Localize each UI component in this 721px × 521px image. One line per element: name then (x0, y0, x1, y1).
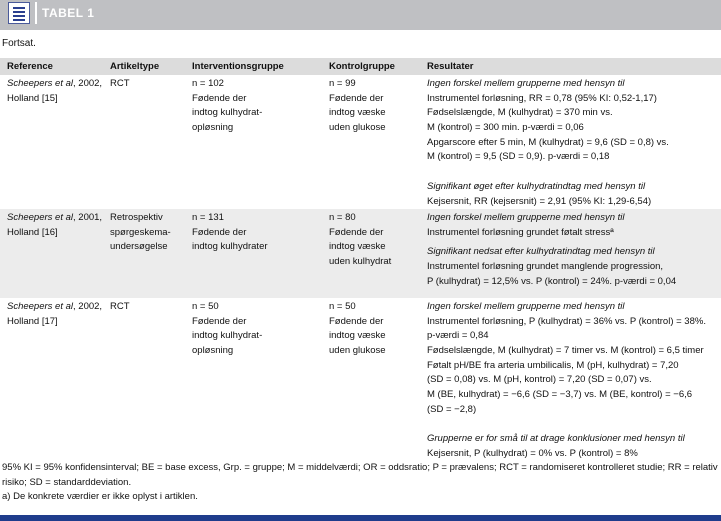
reference-year: , 2001, (73, 212, 103, 223)
article-type-cell (110, 77, 130, 92)
results-line: Fødselslængde, M (kulhydrat) = 7 timer vs. M (kontrol) = 6,5 timer (427, 345, 704, 357)
intervention-line: opløsning (192, 122, 234, 134)
control-line: Fødende der (329, 226, 384, 238)
results-cell (427, 211, 676, 289)
results-heading: Signifikant øget efter kulhydratindtag med hensyn til (427, 180, 646, 192)
intervention-line: n = 50 (192, 301, 219, 312)
reference-cell (7, 211, 102, 240)
results-heading: Signifikant nedsat efter kulhydratindtag med hensyn til (427, 246, 655, 258)
results-line: M (BE, kulhydrat) = −6,6 (SD = −3,7) vs. M (BE, kontrol) = −6,6 (427, 389, 693, 401)
article-type-cell (110, 300, 130, 315)
intervention-line: n = 131 (192, 212, 224, 223)
header-divider (35, 2, 37, 24)
control-cell (329, 77, 386, 136)
column-header-intervention: Interventionsgruppe (192, 61, 284, 72)
control-cell (329, 211, 391, 270)
control-line: uden kulhydrat (329, 256, 392, 268)
control-line: n = 80 (329, 212, 356, 223)
results-cell (427, 77, 669, 209)
reference-location: Holland [16] (7, 226, 58, 238)
intervention-line: Fødende der (192, 92, 247, 104)
results-line: (SD = 0,08) vs. M (pH, kontrol) = 7,20 (SD = 0,07) vs. (427, 374, 652, 386)
intervention-cell (192, 300, 262, 359)
results-spacer (427, 165, 669, 180)
control-line: indtog væske (329, 107, 386, 119)
results-line: Apgarscore efter 5 min, M (kulhydrat) = 9,6 (SD = 0,8) vs. (427, 136, 669, 148)
control-line: indtog væske (329, 241, 386, 253)
reference-location: Holland [15] (7, 92, 58, 104)
bottom-accent-bar (0, 515, 721, 521)
control-line: Fødende der (329, 315, 384, 327)
reference-cell (7, 300, 102, 329)
control-line: n = 99 (329, 78, 356, 89)
reference-author: Scheepers et al (7, 212, 74, 223)
document-list-icon (8, 2, 30, 24)
abbreviations-note: 95% KI = 95% konfidensinterval; BE = base excess, Grp. = gruppe; M = middelværdi; OR = oddsratio; P = prævalens; RCT = randomiseret kontrolleret studie; RR = relativ (2, 462, 718, 473)
results-line: Fødselslængde, M (kulhydrat) = 370 min vs. (427, 107, 613, 119)
article-type-line: RCT (110, 301, 130, 312)
results-heading: Grupperne er for små til at drage konklusioner med hensyn til (427, 433, 685, 445)
control-cell (329, 300, 386, 359)
column-header-article-type: Artikeltype (110, 61, 160, 72)
results-line: Kejsersnit, RR (kejsersnit) = 2,91 (95% KI: 1,29-6,54) (427, 195, 652, 207)
table-row (0, 298, 721, 460)
results-line: Instrumentel forløsning, P (kulhydrat) = 36% vs. P (kontrol) = 38%. (427, 315, 706, 327)
results-line: M (kontrol) = 300 min. p-værdi = 0,06 (427, 122, 584, 134)
results-line: Instrumentel forløsning grundet manglende progression, (427, 261, 664, 273)
intervention-line: Fødende der (192, 315, 247, 327)
intervention-line: indtog kulhydrat- (192, 107, 263, 119)
article-type-line: spørgeskema- (110, 226, 171, 238)
article-type-cell (110, 211, 171, 255)
article-type-line: RCT (110, 78, 130, 89)
reference-cell (7, 77, 102, 106)
control-line: n = 50 (329, 301, 356, 312)
intervention-line: opløsning (192, 345, 234, 357)
table-row (0, 75, 721, 209)
column-header-results: Resultater (427, 61, 474, 72)
table-header-bar (0, 0, 721, 30)
column-header-reference: Reference (7, 61, 53, 72)
results-line: P (kulhydrat) = 12,5% vs. P (kontrol) = 24%. p-værdi = 0,04 (427, 275, 677, 287)
intervention-line: Fødende der (192, 226, 247, 238)
results-line: p-værdi = 0,84 (427, 330, 489, 342)
reference-year: , 2002, (73, 301, 103, 312)
table-row (0, 209, 721, 298)
results-cell (427, 300, 706, 462)
continued-label: Fortsat. (2, 38, 36, 49)
control-line: Fødende der (329, 92, 384, 104)
table-footnotes (2, 461, 718, 505)
results-heading: Ingen forskel mellem grupperne med hensyn til (427, 78, 625, 89)
results-line: Instrumentel forløsning grundet føtalt stressª (427, 226, 614, 238)
intervention-line: indtog kulhydrat- (192, 330, 263, 342)
results-heading: Ingen forskel mellem grupperne med hensyn til (427, 301, 625, 312)
article-type-line: Retrospektiv (110, 212, 163, 223)
reference-location: Holland [17] (7, 315, 58, 327)
results-spacer (427, 418, 706, 433)
article-type-line: undersøgelse (110, 241, 168, 253)
results-line: M (kontrol) = 9,5 (SD = 0,9). p-værdi = 0,18 (427, 151, 610, 163)
intervention-line: indtog kulhydrater (192, 241, 268, 253)
intervention-line: n = 102 (192, 78, 224, 89)
column-header-control: Kontrolgruppe (329, 61, 395, 72)
results-line: (SD = −2,8) (427, 403, 477, 415)
intervention-cell (192, 211, 268, 255)
control-line: uden glukose (329, 345, 386, 357)
results-line: Instrumentel forløsning, RR = 0,78 (95% KI: 0,52-1,17) (427, 92, 657, 104)
abbreviations-note-cont: risiko; SD = standarddeviation. (2, 476, 132, 488)
results-line: Kejsersnit, P (kulhydrat) = 0% vs. P (kontrol) = 8% (427, 447, 638, 459)
reference-author: Scheepers et al (7, 301, 74, 312)
control-line: indtog væske (329, 330, 386, 342)
control-line: uden glukose (329, 122, 386, 134)
reference-author: Scheepers et al (7, 78, 74, 89)
intervention-cell (192, 77, 262, 136)
results-heading: Ingen forskel mellem grupperne med hensyn til (427, 212, 625, 223)
table-title: TABEL 1 (42, 6, 95, 20)
results-line: Føtalt pH/BE fra arteria umbilicalis, M (pH, kulhydrat) = 7,20 (427, 359, 679, 371)
reference-year: , 2002, (73, 78, 103, 89)
footnote-a: a) De konkrete værdier er ikke oplyst i artiklen. (2, 491, 198, 502)
